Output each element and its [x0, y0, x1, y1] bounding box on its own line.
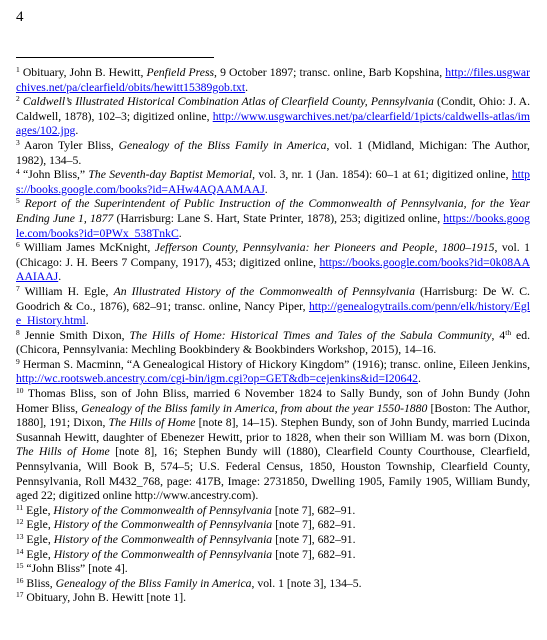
- footnote-text: Egle,: [26, 518, 54, 532]
- footnote-text: Egle,: [26, 503, 54, 517]
- footnote-text: 9 October 1897; transc. online, Barb Kopshina,: [216, 66, 446, 79]
- footnote-title: History of the Commonwealth of Pennsylvania: [53, 503, 272, 517]
- footnote-text: “John Bliss” [note 4].: [26, 562, 128, 576]
- footnote-number: 3: [16, 137, 20, 147]
- footnote-text: “John Bliss,”: [23, 168, 89, 182]
- footnote-text: [note 8], 14–15). Stephen Bundy, son of John Bundy, married Lucinda Susannah Hewitt, daughter of Ebenezer Hewitt, prior to 1828, when their son William M. was born (Dixon,: [16, 416, 530, 444]
- footnote-link[interactable]: http://www.usgwarchives.net/pa/clearfield/1picts/caldwells-atlas/images/102.jpg: [16, 109, 530, 138]
- footnote-text: William James McKnight,: [24, 241, 155, 255]
- footnote: [16, 168, 530, 197]
- footnote-text: Obituary, John B. Hewitt,: [22, 66, 147, 79]
- footnote-number: 1: [16, 65, 20, 74]
- footnotes-list: [16, 66, 530, 606]
- footnote-link[interactable]: https://books.google.com/books?id=0k08AAAAIAAJ: [16, 255, 530, 284]
- footnote-text: [note 8], 16; Stephen Bundy will (1880), Clearfield County Courthouse, Clearfield, Pennsylvania, Will Book B, 574–5; U.S. Federal Census, 1850, Houston Township, Clearfield County, Pennsylvania, Roll M432_768, page: 417B, Image: 2731850, Dwelling 1905, Family 1905, William Bundy, aged 22; digitized online http://www.ancestry.com).: [16, 445, 530, 503]
- footnote-text: William H. Egle,: [24, 284, 114, 298]
- footnote-text: , vol. 1 (Chicago: J. H. Beers 7 Company, 1917), 453; digitized online,: [16, 241, 530, 269]
- footnote-text: Aaron Tyler Bliss,: [24, 138, 119, 152]
- footnote-separator: [16, 57, 214, 58]
- footnote-text: .: [75, 124, 79, 138]
- footnote-text: .: [178, 226, 182, 240]
- footnote-text: (Harrisburg: Lane S. Hart, State Printer, 1878), 253; digitized online,: [113, 211, 444, 225]
- footnote: [16, 329, 530, 358]
- footnote-title: History of the Commonwealth of Pennsylvania: [53, 518, 273, 532]
- footnote-title: The Hills of Home: [108, 416, 196, 430]
- footnote-text: Herman S. Macminn, “A Genealogical History of Hickory Kingdom” (1916); transc. online, Eileen Jenkins,: [22, 357, 531, 371]
- footnote-text: (Condit, Ohio: J. A. Caldwell, 1878), 102–3; digitized online,: [16, 95, 531, 123]
- footnote-link[interactable]: http://files.usgwarchives.net/pa/clearfield/obits/hewitt15389gob.txt: [16, 66, 530, 94]
- footnote: [16, 533, 530, 548]
- footnote-number: 2: [16, 94, 20, 104]
- footnote-title: History of the Commonwealth of Pennsylvania: [53, 547, 273, 561]
- footnote-text: .: [264, 182, 268, 196]
- footnote-text: , vol. 1 (Midland, Michigan: The Author, 1982), 134–5.: [16, 138, 530, 167]
- footnote: [16, 95, 530, 139]
- footnote-link[interactable]: https://books.google.com/books?id=AHw4AQAAMAAJ: [16, 168, 530, 196]
- footnote-text: Egle,: [26, 533, 54, 546]
- footnote-text: Egle,: [26, 547, 54, 561]
- footnote: [16, 285, 530, 329]
- footnote-number: 15: [16, 561, 24, 571]
- footnote-title: The Hills of Home: Historical Times and Tales of the Sabula Community: [129, 328, 492, 342]
- footnote-number: 14: [16, 546, 24, 556]
- footnote-title: Caldwell’s Illustrated Historical Combination Atlas of Clearfield County, Pennsylvania: [22, 95, 434, 109]
- footnote: [16, 358, 530, 387]
- footnote-title: Genealogy of the Bliss family in America, from about the year 1550-1880: [81, 401, 428, 415]
- footnote-text: Thomas Bliss, son of John Bliss, married 6 November 1824 to Sally Bundy, son of John Bundy (John Homer Bliss,: [16, 387, 530, 415]
- footnote-text: (Harrisburg: De W. C. Goodrich & Co., 1876), 682–91; transc. online, Nancy Piper,: [16, 284, 530, 313]
- footnote-text: , 4: [491, 328, 506, 342]
- footnote-number: 13: [16, 532, 24, 541]
- footnote-number: 6: [16, 240, 20, 250]
- footnote-number: 8: [16, 327, 20, 337]
- footnote: [16, 241, 530, 285]
- footnote-text: , vol. 3, nr. 1 (Jan. 1854): 60–1 at 61; digitized online,: [252, 168, 512, 182]
- footnote-text: [note 7], 682–91.: [272, 518, 356, 532]
- footnote-text: [note 7], 682–91.: [272, 547, 356, 561]
- footnote: [16, 66, 530, 95]
- footnote-title: History of the Commonwealth of Pennsylvania: [53, 533, 273, 546]
- footnote-text: .: [245, 80, 249, 94]
- footnote-number: 17: [16, 590, 24, 600]
- footnote-text: .: [58, 270, 62, 284]
- footnote-title: Jefferson County, Pennsylvania: her Pioneers and People, 1800–1915: [154, 241, 495, 255]
- footnote-link[interactable]: https://books.google.com/books?id=0PWx_538TnkC: [16, 211, 530, 240]
- footnote-link[interactable]: http://wc.rootsweb.ancestry.com/cgi-bin/igm.cgi?op=GET&db=cejenkins&id=I20642: [16, 372, 419, 386]
- footnote-text: [note 7], 682–91.: [271, 503, 356, 517]
- footnote: [16, 591, 530, 606]
- footnote-text: .: [418, 372, 421, 386]
- footnote-text: ed. (Chicora, Pennsylvania: Mechling Bookbindery & Bookbinders Workshop, 2015), 14–16.: [16, 328, 531, 357]
- footnote-number: 11: [16, 502, 24, 512]
- footnote-text: Obituary, John B. Hewitt [note 1].: [26, 591, 187, 605]
- footnote-number: 16: [16, 575, 24, 585]
- footnote-text: Jennie Smith Dixon,: [24, 328, 130, 342]
- footnote: [16, 504, 530, 519]
- footnote: [16, 562, 530, 577]
- footnote-number: 9: [16, 356, 20, 366]
- footnote-number: 12: [16, 517, 24, 527]
- footnote: [16, 139, 530, 168]
- footnote: [16, 577, 530, 592]
- footnote-text: .: [85, 314, 89, 328]
- footnote-text: Bliss,: [26, 576, 56, 590]
- footnote-title: An Illustrated History of the Commonwealth of Pennsylvania: [113, 284, 415, 298]
- footnote-number: 5: [16, 196, 20, 206]
- footnote-title: Genealogy of the Bliss Family in America: [118, 138, 327, 152]
- footnote-title: Penfield Press,: [146, 66, 217, 79]
- footnote-text: , vol. 1 [note 3], 134–5.: [251, 576, 362, 590]
- footnote-number: 7: [16, 283, 20, 293]
- footnote: [16, 387, 530, 504]
- footnote-link[interactable]: http://genealogytrails.com/penn/elk/history/Egle_History.html: [16, 299, 530, 328]
- footnote-text: [note 7], 682–91.: [272, 533, 356, 546]
- footnote: [16, 197, 530, 241]
- ordinal-suffix: th: [505, 327, 512, 337]
- footnote-title: Report of the Superintendent of Public Instruction of the Commonwealth of Pennsylvania, for the Year Ending June 1, 1877: [16, 197, 530, 225]
- footnote: [16, 518, 530, 533]
- footnote-title: The Hills of Home: [16, 445, 110, 459]
- footnote-text: [Boston: The Author, 1880], 191; Dixon,: [16, 401, 531, 430]
- footnote-title: The Seventh-day Baptist Memorial: [88, 168, 253, 182]
- footnote-title: Genealogy of the Bliss Family in America: [55, 576, 252, 590]
- footnote-number: 10: [16, 386, 24, 396]
- page-number: 4: [16, 9, 24, 25]
- footnote-number: 4: [16, 167, 20, 177]
- footnote: [16, 548, 530, 563]
